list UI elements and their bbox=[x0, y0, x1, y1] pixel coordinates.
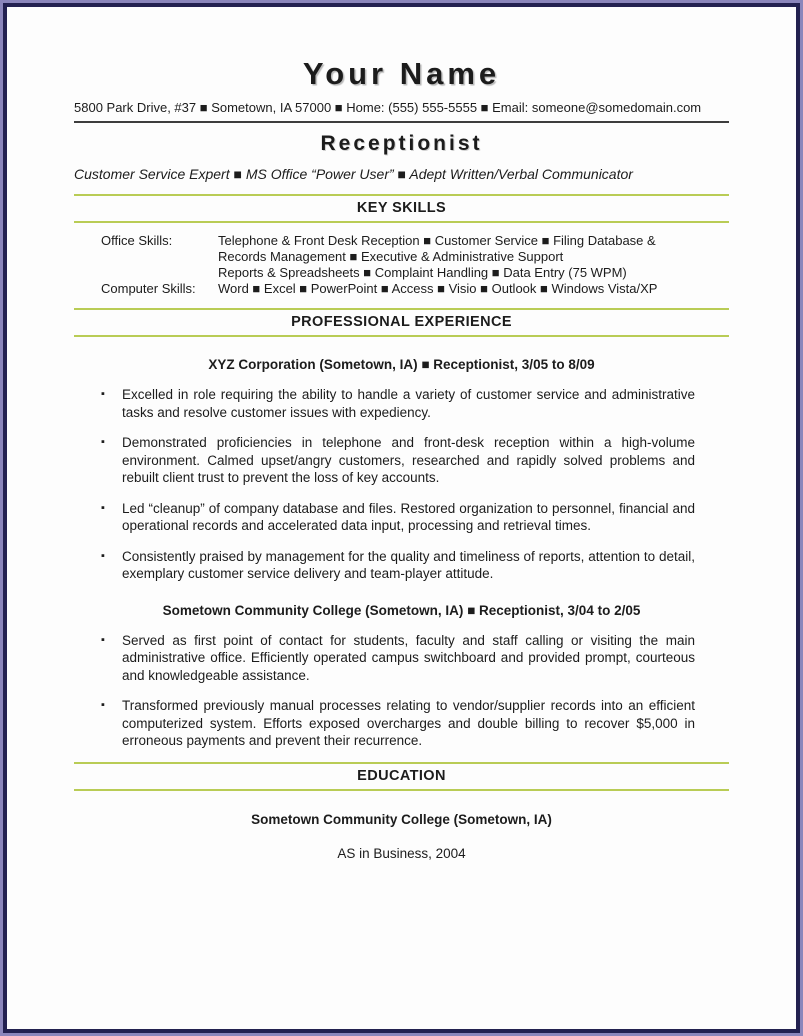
contact-line: 5800 Park Drive, #37 ■ Sometown, IA 57000 ■ Home: (555) 555-5555 ■ Email: someone@somedomain.com bbox=[74, 100, 702, 115]
header-divider bbox=[74, 121, 729, 123]
bullet-item bbox=[101, 500, 695, 535]
bullet-square-icon: ▪ bbox=[101, 549, 105, 562]
job2-bullet-list bbox=[101, 632, 695, 750]
bullet-item bbox=[101, 632, 695, 685]
bullet-item bbox=[101, 697, 695, 750]
section-heading-key-skills: KEY SKILLS bbox=[74, 194, 729, 223]
education-degree: AS in Business, 2004 bbox=[337, 845, 466, 861]
skill-value-computer bbox=[218, 281, 664, 297]
education-school: Sometown Community College (Sometown, IA) bbox=[251, 811, 552, 827]
bullet-square-icon: ▪ bbox=[101, 388, 105, 400]
bullet-item bbox=[101, 386, 695, 421]
bullet-text: Led “cleanup” of company database and files. Restored organization to personnel, financial and operational records and accelerated data input, processing and retrieval times. bbox=[122, 500, 695, 533]
skill-row-office bbox=[101, 233, 729, 281]
skill-value-office-line2: Reports & Spreadsheets ■ Complaint Handling ■ Data Entry (75 WPM) bbox=[218, 265, 627, 280]
skill-value-computer-line1: Word ■ Excel ■ PowerPoint ■ Access ■ Visio ■ Outlook ■ Windows Vista/XP bbox=[218, 281, 658, 296]
role-title-heading: Receptionist bbox=[320, 132, 483, 155]
skill-value-office-line1: Telephone & Front Desk Reception ■ Customer Service ■ Filing Database & Records Management ■ Executive & Administrative Support bbox=[218, 233, 656, 264]
tagline: Customer Service Expert ■ MS Office “Power User” ■ Adept Written/Verbal Communicator bbox=[74, 166, 633, 182]
skill-row-computer bbox=[101, 281, 729, 297]
bullet-item bbox=[101, 434, 695, 487]
job1-bullet-list bbox=[101, 386, 695, 583]
bullet-square-icon: ▪ bbox=[101, 633, 105, 646]
resume-page bbox=[3, 3, 800, 1033]
job2-title: Sometown Community College (Sometown, IA) ■ Receptionist, 3/04 to 2/05 bbox=[162, 602, 641, 618]
bullet-item bbox=[101, 548, 695, 583]
skill-label-computer: Computer Skills: bbox=[101, 281, 196, 296]
bullet-text: Transformed previously manual processes relating to vendor/supplier records into an efficient computerized system. Efforts exposed overcharges and double billing to recover $5,000 in erroneous payments and prevent their recurrence. bbox=[122, 698, 695, 748]
skill-label-office: Office Skills: bbox=[101, 233, 173, 248]
bullet-text: Consistently praised by management for the quality and timeliness of reports, attention to detail, exemplary customer service delivery and team-player attitude. bbox=[122, 548, 695, 581]
section-heading-experience: PROFESSIONAL EXPERIENCE bbox=[74, 308, 729, 337]
section-heading-education: EDUCATION bbox=[74, 762, 729, 791]
bullet-square-icon: ▪ bbox=[101, 501, 105, 514]
bullet-square-icon: ▪ bbox=[101, 436, 105, 448]
bullet-square-icon: ▪ bbox=[101, 699, 105, 711]
job1-title: XYZ Corporation (Sometown, IA) ■ Receptionist, 3/05 to 8/09 bbox=[208, 357, 595, 372]
bullet-text: Served as first point of contact for students, faculty and staff calling or visiting the main administrative office. Efficiently operated campus switchboard and provided prompt, courteous and knowledgeable assistance. bbox=[122, 632, 695, 683]
name-heading: Your Name bbox=[302, 56, 501, 91]
skills-table bbox=[101, 233, 729, 297]
bullet-text: Excelled in role requiring the ability to handle a variety of customer service and administrative tasks and resolve customer issues with expediency. bbox=[122, 387, 695, 420]
bullet-text: Demonstrated proficiencies in telephone and front-desk reception within a high-volume environment. Calmed upset/angry customers, researched and rapidly solved problems and rebuilt client trust to prevent the loss of key accounts. bbox=[122, 435, 695, 485]
skill-value-office bbox=[218, 233, 664, 281]
